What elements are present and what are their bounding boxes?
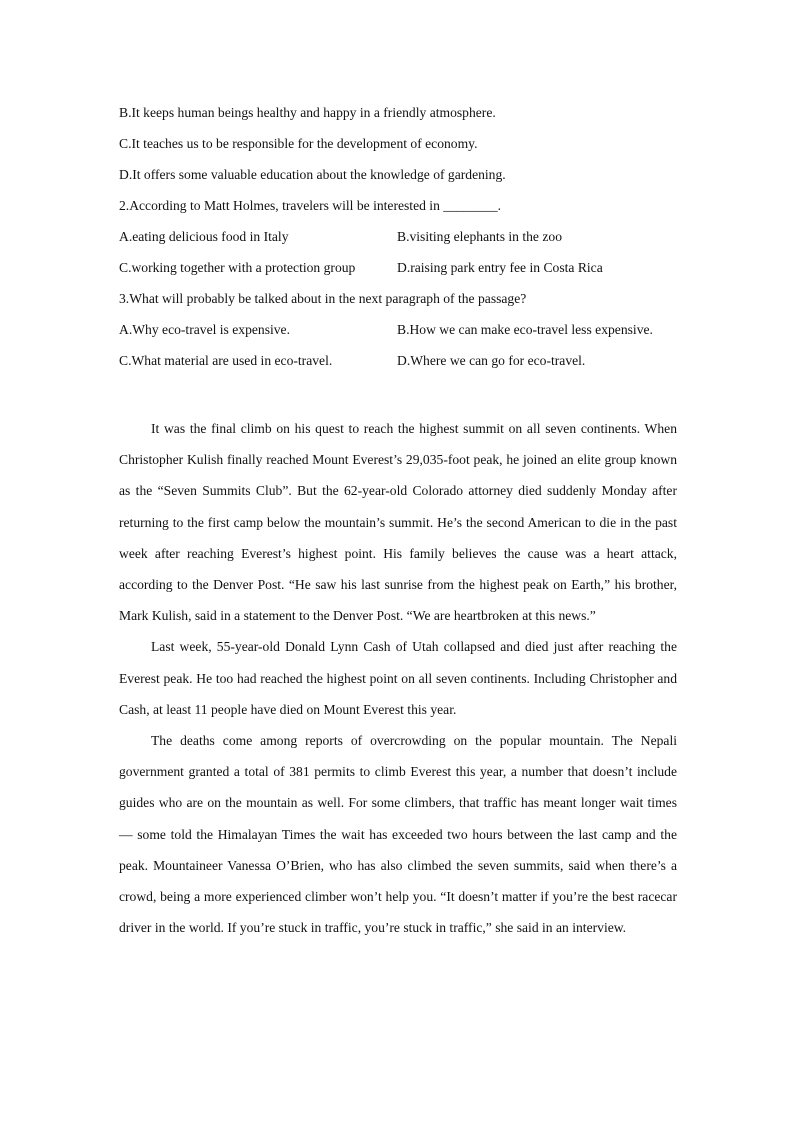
q3-option-d: D.Where we can go for eco-travel. <box>397 353 586 368</box>
q3-option-b: B.How we can make eco-travel less expensive. <box>397 322 653 337</box>
q2-option-b: B.visiting elephants in the zoo <box>397 229 562 244</box>
reading-passage <box>119 413 677 943</box>
q2-option-a: A.eating delicious food in Italy <box>119 229 289 244</box>
q3-stem: 3.What will probably be talked about in the next paragraph of the passage? <box>119 291 527 306</box>
q3-option-a: A.Why eco-travel is expensive. <box>119 322 290 337</box>
q3-option-c: C.What material are used in eco-travel. <box>119 353 333 368</box>
q2-option-c: C.working together with a protection group <box>119 260 356 275</box>
passage-paragraph-3: The deaths come among reports of overcrowding on the popular mountain. The Nepali government granted a total of 381 permits to climb Everest this year, a number that doesn’t include guides who are on the mountain as well. For some climbers, that traffic has meant longer wait times — some told the Himalayan Times the wait has exceeded two hours between the last camp and the peak. Mountaineer Vanessa O’Brien, who has also climbed the seven summits, said when there’s a crowd, being a more experienced climber won’t help you. “It doesn’t matter if you’re the best racecar driver in the world. If you’re stuck in traffic, you’re stuck in traffic,” she said in an interview. <box>119 733 677 936</box>
passage-paragraph-2: Last week, 55-year-old Donald Lynn Cash of Utah collapsed and died just after reaching the Everest peak. He too had reached the highest point on all seven continents. Including Christopher and Cash, at least 11 people have died on Mount Everest this year. <box>119 639 677 717</box>
q1-option-d: D.It offers some valuable education about the knowledge of gardening. <box>119 167 506 182</box>
q2-stem: 2.According to Matt Holmes, travelers will be interested in ________. <box>119 198 502 213</box>
passage-paragraph-1: It was the final climb on his quest to reach the highest summit on all seven continents. When Christopher Kulish finally reached Mount Everest’s 29,035-foot peak, he joined an elite group known as the “Seven Summits Club”. But the 62-year-old Colorado attorney died suddenly Monday after returning to the first camp below the mountain’s summit. He’s the second American to die in the past week after reaching Everest’s highest point. His family believes the cause was a heart attack, according to the Denver Post. “He saw his last sunrise from the highest peak on Earth,” his brother, Mark Kulish, said in a statement to the Denver Post. “We are heartbroken at this news.” <box>119 421 677 624</box>
q1-option-c: C.It teaches us to be responsible for the development of economy. <box>119 136 478 151</box>
q2-option-d: D.raising park entry fee in Costa Rica <box>397 260 603 275</box>
q1-option-b: B.It keeps human beings healthy and happy in a friendly atmosphere. <box>119 105 496 120</box>
